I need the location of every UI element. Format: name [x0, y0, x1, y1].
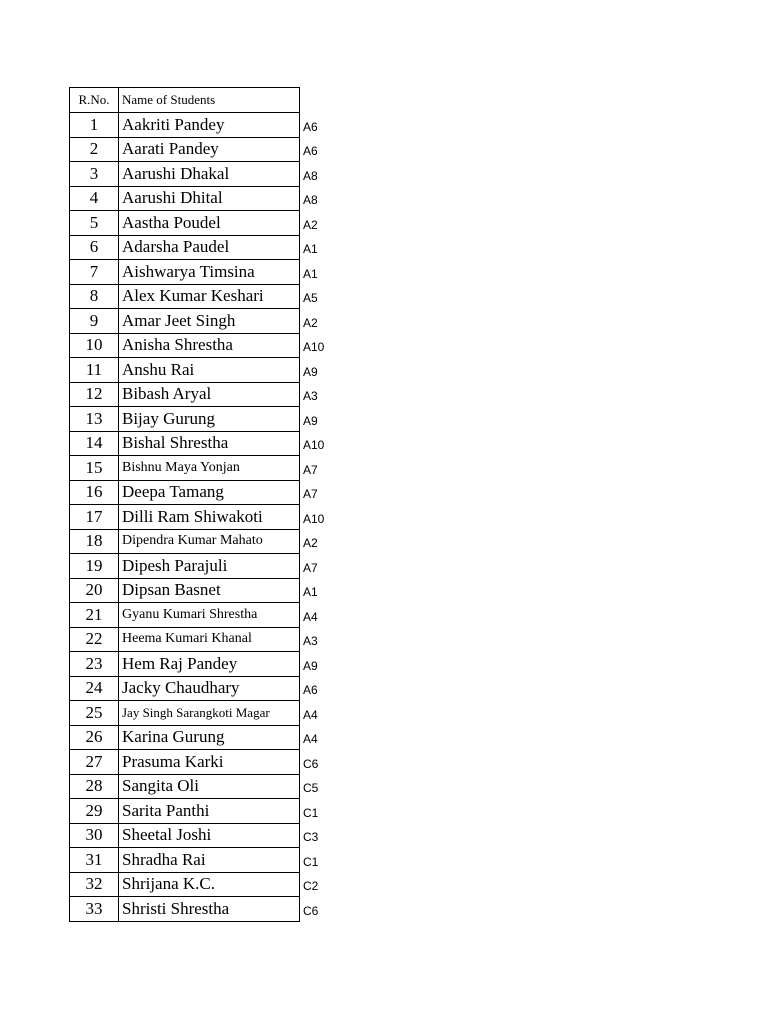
student-name: Sheetal Joshi	[119, 823, 300, 848]
roll-number: 28	[70, 774, 119, 799]
roll-number: 18	[70, 529, 119, 554]
roll-number: 15	[70, 456, 119, 481]
student-name: Heema Kumari Khanal	[119, 627, 300, 652]
student-name: Aarushi Dhital	[119, 186, 300, 211]
student-name: Aarushi Dhakal	[119, 162, 300, 187]
student-row	[70, 211, 344, 236]
student-row	[70, 725, 344, 750]
group-code: A9	[303, 413, 318, 428]
student-list-table	[69, 87, 344, 922]
group-code: A1	[303, 242, 318, 257]
group-code: A7	[303, 462, 318, 477]
student-row	[70, 603, 344, 628]
roll-number: 5	[70, 211, 119, 236]
student-row	[70, 260, 344, 285]
group-code: C5	[303, 781, 319, 796]
roll-number: 19	[70, 554, 119, 579]
student-row	[70, 333, 344, 358]
student-name: Bijay Gurung	[119, 407, 300, 432]
roll-number: 16	[70, 480, 119, 505]
group-code: A1	[303, 266, 318, 281]
student-name: Jay Singh Sarangkoti Magar	[119, 701, 300, 726]
roll-number: 9	[70, 309, 119, 334]
student-name: Aishwarya Timsina	[119, 260, 300, 285]
group-code: A4	[303, 732, 318, 747]
student-row	[70, 284, 344, 309]
student-list-body	[70, 88, 344, 922]
student-name: Karina Gurung	[119, 725, 300, 750]
roll-number: 29	[70, 799, 119, 824]
student-name: Dilli Ram Shiwakoti	[119, 505, 300, 530]
group-code: A2	[303, 536, 318, 551]
group-code: A3	[303, 634, 318, 649]
group-code: C1	[303, 805, 319, 820]
group-code: A1	[303, 585, 318, 600]
student-name: Sangita Oli	[119, 774, 300, 799]
student-row	[70, 799, 344, 824]
group-code: A2	[303, 315, 318, 330]
roll-number: 3	[70, 162, 119, 187]
roll-number: 4	[70, 186, 119, 211]
student-row	[70, 407, 344, 432]
student-name: Dipendra Kumar Mahato	[119, 529, 300, 554]
student-row	[70, 897, 344, 922]
student-name: Aastha Poudel	[119, 211, 300, 236]
student-row	[70, 162, 344, 187]
roll-number: 25	[70, 701, 119, 726]
student-row	[70, 848, 344, 873]
student-name: Bibash Aryal	[119, 382, 300, 407]
student-name: Gyanu Kumari Shrestha	[119, 603, 300, 628]
roll-number: 2	[70, 137, 119, 162]
student-name: Adarsha Paudel	[119, 235, 300, 260]
roll-number: 26	[70, 725, 119, 750]
roll-number: 27	[70, 750, 119, 775]
student-row	[70, 701, 344, 726]
group-code: A4	[303, 707, 318, 722]
student-name: Alex Kumar Keshari	[119, 284, 300, 309]
roll-number: 12	[70, 382, 119, 407]
group-code: A10	[303, 511, 325, 526]
student-row	[70, 358, 344, 383]
student-row	[70, 774, 344, 799]
roll-number: 23	[70, 652, 119, 677]
roll-number: 10	[70, 333, 119, 358]
group-code: A6	[303, 683, 318, 698]
student-row	[70, 676, 344, 701]
student-row	[70, 431, 344, 456]
roll-number: 13	[70, 407, 119, 432]
roll-number: 33	[70, 897, 119, 922]
student-name: Shrijana K.C.	[119, 872, 300, 897]
group-code: A10	[303, 438, 325, 453]
student-row	[70, 872, 344, 897]
roll-number: 22	[70, 627, 119, 652]
student-name: Anisha Shrestha	[119, 333, 300, 358]
header-group-empty	[300, 88, 344, 113]
student-row	[70, 750, 344, 775]
student-row	[70, 456, 344, 481]
student-row	[70, 137, 344, 162]
header-name: Name of Students	[119, 88, 300, 113]
roll-number: 31	[70, 848, 119, 873]
student-row	[70, 554, 344, 579]
roll-number: 14	[70, 431, 119, 456]
student-row	[70, 382, 344, 407]
roll-number: 17	[70, 505, 119, 530]
group-code: A9	[303, 658, 318, 673]
student-name: Aarati Pandey	[119, 137, 300, 162]
group-code: A8	[303, 193, 318, 208]
group-code: A5	[303, 291, 318, 306]
group-code: A8	[303, 168, 318, 183]
group-code: A6	[303, 119, 318, 134]
student-row	[70, 113, 344, 138]
group-code: A4	[303, 609, 318, 624]
header-row	[70, 88, 344, 113]
group-code: C2	[303, 879, 319, 894]
student-name: Prasuma Karki	[119, 750, 300, 775]
student-name: Amar Jeet Singh	[119, 309, 300, 334]
student-name: Deepa Tamang	[119, 480, 300, 505]
group-code: A7	[303, 560, 318, 575]
student-row	[70, 505, 344, 530]
group-code: A7	[303, 487, 318, 502]
student-row	[70, 309, 344, 334]
group-code: A3	[303, 389, 318, 404]
roll-number: 8	[70, 284, 119, 309]
student-name: Bishnu Maya Yonjan	[119, 456, 300, 481]
roll-number: 6	[70, 235, 119, 260]
student-row	[70, 186, 344, 211]
roll-number: 21	[70, 603, 119, 628]
student-name: Shradha Rai	[119, 848, 300, 873]
group-code: A6	[303, 144, 318, 159]
roll-number: 1	[70, 113, 119, 138]
group-code: C3	[303, 830, 319, 845]
student-name: Sarita Panthi	[119, 799, 300, 824]
student-name: Dipsan Basnet	[119, 578, 300, 603]
roll-number: 11	[70, 358, 119, 383]
student-name: Shristi Shrestha	[119, 897, 300, 922]
student-row	[70, 529, 344, 554]
roll-number: 20	[70, 578, 119, 603]
group-code: C1	[303, 854, 319, 869]
header-rno: R.No.	[70, 88, 119, 113]
group-code: C6	[303, 903, 319, 918]
student-row	[70, 627, 344, 652]
group-code: A2	[303, 217, 318, 232]
group-code: A9	[303, 364, 318, 379]
student-name: Jacky Chaudhary	[119, 676, 300, 701]
roll-number: 30	[70, 823, 119, 848]
roll-number: 32	[70, 872, 119, 897]
student-name: Aakriti Pandey	[119, 113, 300, 138]
student-row	[70, 652, 344, 677]
student-name: Bishal Shrestha	[119, 431, 300, 456]
group-code: C6	[303, 756, 319, 771]
student-name: Dipesh Parajuli	[119, 554, 300, 579]
student-row	[70, 823, 344, 848]
roll-number: 7	[70, 260, 119, 285]
student-name: Anshu Rai	[119, 358, 300, 383]
student-row	[70, 235, 344, 260]
student-name: Hem Raj Pandey	[119, 652, 300, 677]
group-code: A10	[303, 340, 325, 355]
student-row	[70, 480, 344, 505]
roll-number: 24	[70, 676, 119, 701]
student-row	[70, 578, 344, 603]
